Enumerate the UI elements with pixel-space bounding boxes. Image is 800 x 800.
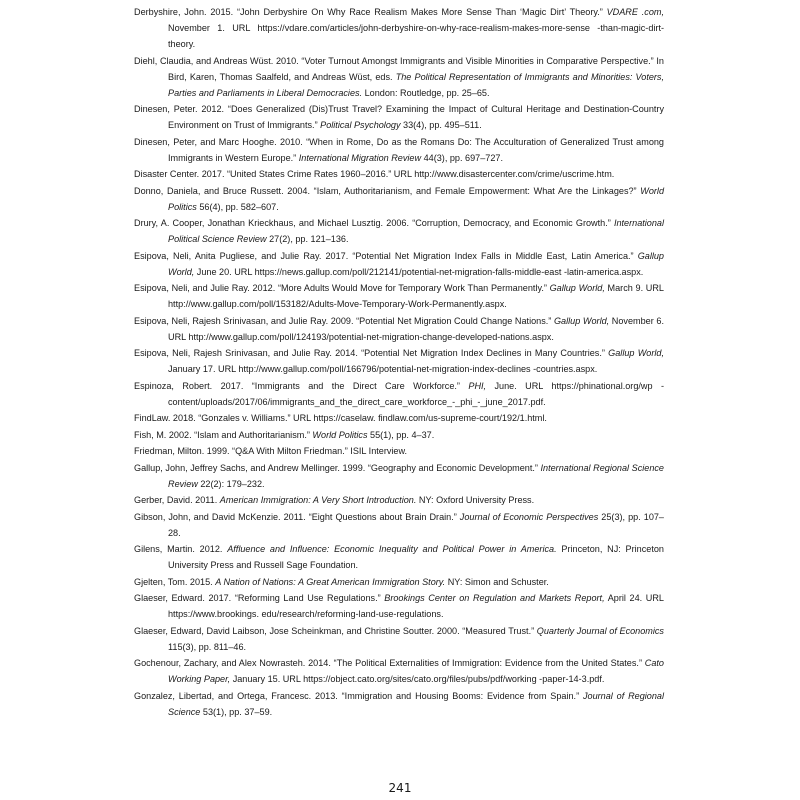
reference-text: Gallup, John, Jeffrey Sachs, and Andrew Mellinger. 1999. “Geography and Economic Development.” [134,462,541,473]
reference-text: Gibson, John, and David McKenzie. 2011. “Eight Questions about Brain Drain.” [134,511,460,522]
reference-entry [134,280,664,312]
reference-title-italic: Gallup World, [608,348,664,358]
reference-text: 44(3), pp. 697–727. [421,152,503,163]
reference-title-italic: Affluence and Influence: Economic Inequality and Political Power in America. [227,544,557,554]
reference-text: Esipova, Neli, Anita Pugliese, and Julie Ray. 2017. “Potential Net Migration Index Falls in Middle East, Latin America.” [134,250,638,261]
page-number: 241 [388,781,412,795]
reference-text: 33(4), pp. 495–511. [400,120,482,130]
reference-entry [134,101,664,133]
reference-entry [134,443,664,459]
reference-text: Princeton, NJ: Princeton University Press and Russell Sage Foundation. [168,544,664,570]
reference-text: Gilens, Martin. 2012. [134,544,228,554]
reference-entry [134,183,664,215]
reference-title-italic: PHI, [468,380,487,391]
reference-text: January 15. URL https://object.cato.org/sites/cato.org/files/pubs/pdf/working -paper-14-3.pdf. [230,674,605,684]
reference-entry [134,590,664,622]
reference-text: Dinesen, Peter, and Marc Hooghe. 2010. “When in Rome, Do as the Romans Do: The Acculturation of Generalized Trust among Immigrants in Western Europe.” [134,136,664,163]
reference-text: Glaeser, Edward. 2017. “Reforming Land Use Regulations.” [134,593,385,603]
reference-title-italic: VDARE .com, [606,7,664,17]
reference-entry [134,574,664,590]
reference-entry [134,345,664,377]
reference-entry [134,623,664,655]
reference-text: November 1. URL https://vdare.com/articles/john-derbyshire-on-why-race-realism-makes-more-sense -than-magic-dirt-theory. [168,23,664,49]
reference-entry [134,166,664,182]
reference-text: April 24. URL https://www.brookings. edu/research/reforming-land-use-regulations. [168,593,664,619]
reference-entry [134,655,664,687]
reference-text: NY: Oxford University Press. [416,495,535,505]
reference-entry [134,248,664,280]
reference-entry [134,427,664,443]
reference-title-italic: Gallup World, [553,315,610,326]
reference-entry [134,378,664,410]
reference-entry [134,410,664,426]
reference-text: Dinesen, Peter. 2012. “Does Generalized (Dis)Trust Travel? Examining the Impact of Cultural Heritage and Destination-Country Environment on Trust of Immigrants.” [134,104,664,130]
reference-title-italic: Quarterly Journal of Economics [536,625,664,636]
reference-entry [134,53,664,101]
reference-title-italic: Gallup World, [549,283,605,293]
reference-text: Glaeser, Edward, David Laibson, Jose Scheinkman, and Christine Soutter. 2000. “Measured Trust.” [134,625,537,636]
reference-text: 55(1), pp. 4–37. [367,429,435,440]
reference-text: 27(2), pp. 121–136. [266,234,349,244]
reference-text: NY: Simon and Schuster. [445,576,549,587]
reference-text: Esipova, Neli, and Julie Ray. 2012. “More Adults Would Move for Temporary Work Than Permanently.” [134,283,550,293]
reference-text: Gjelten, Tom. 2015. [134,576,216,587]
reference-title-italic: Political Psychology [320,120,401,130]
reference-title-italic: Journal of Economic Perspectives [459,511,599,522]
reference-text: Esipova, Neli, Rajesh Srinivasan, and Julie Ray. 2009. “Potential Net Migration Could Change Nations.” [134,315,554,326]
reference-title-italic: Journal of Regional Science [168,690,665,717]
reference-text: Gonzalez, Libertad, and Ortega, Francesc. 2013. “Immigration and Housing Booms: Evidence from Spain.” [134,690,583,701]
reference-entry [134,4,664,52]
reference-title-italic: Gallup World, [168,250,664,277]
reference-text: Donno, Daniela, and Bruce Russett. 2004. “Islam, Authoritarianism, and Female Empowerment: What Are the Linkages?” [134,185,641,196]
reference-title-italic: The Political Representation of Immigrants and Minorities: Voters, Parties and Parliaments in Liberal Democracies. [168,71,664,98]
reference-text: November 6. URL http://www.gallup.com/poll/124193/potential-net-migration-change-developed-nations.aspx. [168,315,664,342]
reference-entry [134,460,664,492]
reference-text: Espinoza, Robert. 2017. “Immigrants and the Direct Care Workforce.” [134,380,469,391]
reference-title-italic: International Regional Science Review [168,462,664,489]
reference-entry [134,541,664,573]
reference-text: Esipova, Neli, Rajesh Srinivasan, and Julie Ray. 2014. “Potential Net Migration Index Declines in Many Countries.” [134,348,609,358]
reference-text: Derbyshire, John. 2015. “John Derbyshire On Why Race Realism Makes More Sense Than ‘Magic Dirt’ Theory.” [134,7,607,17]
reference-text: 25(3), pp. 107–28. [168,511,664,538]
reference-text: Gochenour, Zachary, and Alex Nowrasteh. 2014. “The Political Externalities of Immigration: Evidence from the United States.” [134,658,645,668]
reference-title-italic: Cato Working Paper, [168,658,664,684]
reference-entry [134,509,664,541]
reference-text: March 9. URL http://www.gallup.com/poll/153182/Adults-Move-Temporary-Work-Permanently.aspx. [168,283,664,309]
reference-text: June 20. URL https://news.gallup.com/poll/212141/potential-net-migration-falls-middle-east -latin-america.aspx. [194,266,644,277]
reference-text: Drury, A. Cooper, Jonathan Krieckhaus, and Michael Lusztig. 2006. “Corruption, Democracy, and Economic Growth.” [134,218,614,228]
reference-text: June. URL https://phinational.org/wp -content/uploads/2017/06/immigrants_and_the_direct_care_workforce_-_phi_-_june_2017.pdf. [168,380,664,407]
reference-text: Disaster Center. 2017. “United States Crime Rates 1960–2016.” URL http://www.disastercenter.com/crime/uscrime.htm. [134,169,615,179]
reference-text: January 17. URL http://www.gallup.com/poll/166796/potential-net-migration-index-declines -countries.aspx. [168,364,598,374]
reference-entry [134,134,664,166]
reference-title-italic: A Nation of Nations: A Great American Immigration Story. [215,576,446,587]
reference-title-italic: World Politics [312,429,368,440]
reference-text: Fish, M. 2002. “Islam and Authoritarianism.” [134,429,313,440]
reference-text: London: Routledge, pp. 25–65. [362,87,490,98]
reference-title-italic: International Political Science Review [168,218,664,244]
reference-text: Friedman, Milton. 1999. “Q&A With Milton Friedman.” ISIL Interview. [134,446,408,456]
reference-text: Gerber, David. 2011. [134,495,220,505]
reference-text: 115(3), pp. 811–46. [168,641,247,652]
reference-text: 22(2): 179–232. [197,478,265,489]
reference-entry [134,688,664,720]
reference-list [134,4,664,720]
reference-entry [134,313,664,345]
reference-title-italic: Brookings Center on Regulation and Markets Report, [384,593,605,603]
reference-title-italic: American Immigration: A Very Short Introduction. [219,495,417,505]
reference-entry [134,492,664,508]
reference-text: 56(4), pp. 582–607. [196,201,279,212]
reference-text: 53(1), pp. 37–59. [200,706,273,717]
reference-title-italic: International Migration Review [298,152,422,163]
reference-text: Diehl, Claudia, and Andreas Wüst. 2010. “Voter Turnout Amongst Immigrants and Visible Minorities in Comparative Perspective.” In Bird, Karen, Thomas Saalfeld, and Andreas Wüst, eds. [134,55,664,82]
reference-entry [134,215,664,247]
reference-text: FindLaw. 2018. “Gonzales v. Williams.” URL https://caselaw. findlaw.com/us-supreme-court/192/1.html. [134,413,547,423]
reference-title-italic: World Politics [168,185,664,212]
